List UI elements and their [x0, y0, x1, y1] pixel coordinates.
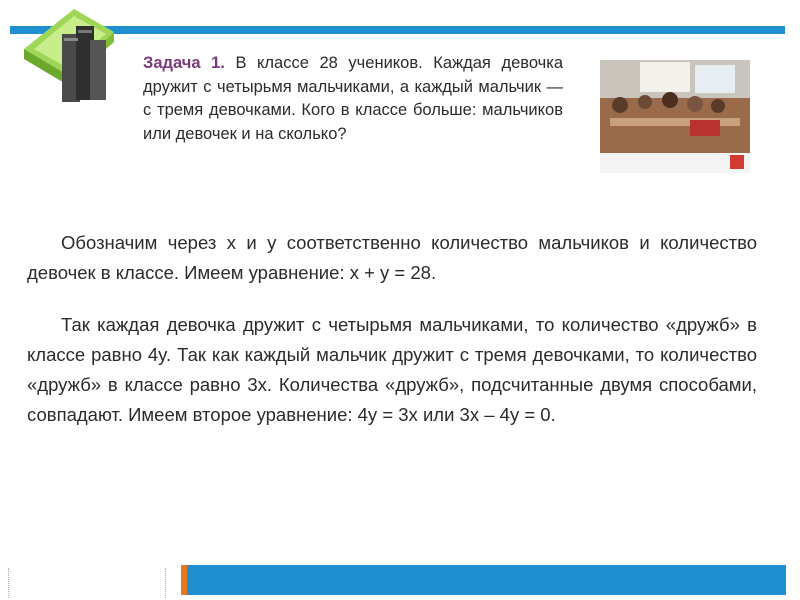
bottom-orange-accent — [181, 565, 187, 595]
problem-text: В классе 28 учеников. Каждая девочка дружит с четырьмя мальчиками, а каждый мальчик — с тремя девочками. Кого в классе больше: мальчиков или девочек и на сколько? — [143, 54, 563, 143]
paragraph-1-text: Обозначим через x и y соответственно количество мальчиков и количество девочек в классе. Имеем уравнение: x + y = 28. — [27, 232, 757, 283]
books-icon — [14, 4, 126, 104]
solution-paragraph-2 — [27, 310, 757, 430]
dotted-divider — [165, 568, 166, 598]
top-accent-bar — [10, 26, 785, 34]
problem-title: Задача 1. — [143, 54, 225, 72]
paragraph-2-text: Так каждая девочка дружит с четырьмя мальчиками, то количество «дружб» в классе равно 4y. Так как каждый мальчик дружит с тремя девочками, то количество «дружб» в классе равно 3x. Количества «дружб», подсчитанные двумя способами, совпадают. Имеем второе уравнение: 4y = 3x или 3x – 4y = 0. — [27, 314, 757, 425]
dotted-divider — [8, 568, 9, 598]
bottom-accent-bar — [181, 565, 786, 595]
problem-statement — [143, 52, 563, 146]
classroom-photo — [600, 60, 750, 173]
solution-paragraph-1 — [27, 228, 757, 288]
